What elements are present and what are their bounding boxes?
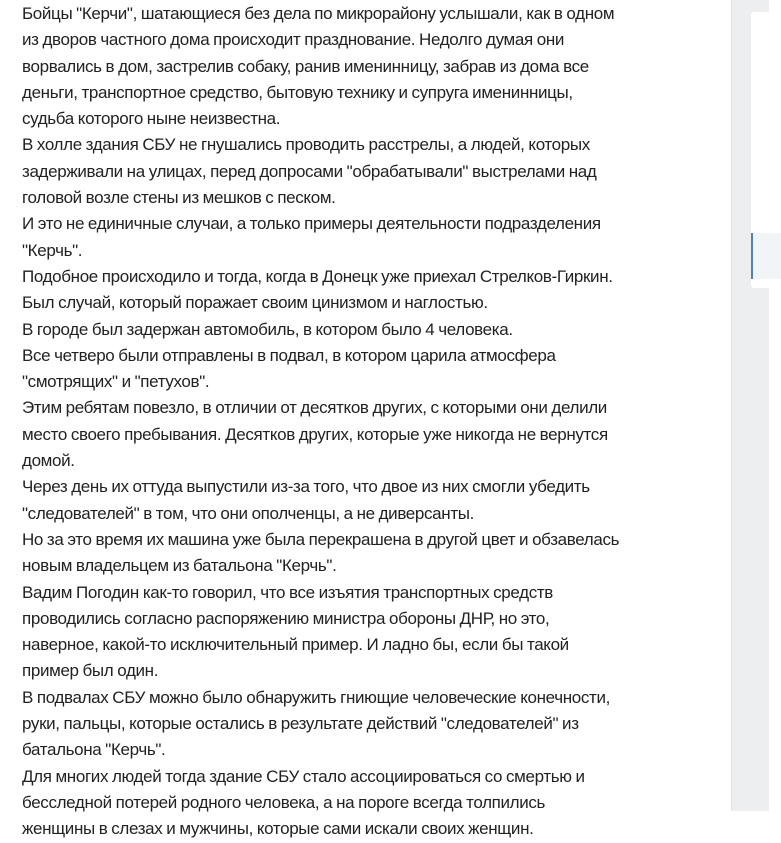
article-line: судьба которого ныне неизвестна. bbox=[22, 109, 281, 129]
article-line: Через день их оттуда выпустили из-за того, что двое из них смогли убедить bbox=[22, 477, 590, 497]
article-line: пример был один. bbox=[22, 661, 159, 681]
sidebar-menu-card bbox=[751, 12, 781, 288]
article-line: батальона "Керчь". bbox=[22, 740, 166, 760]
right-sidebar bbox=[731, 0, 769, 811]
article-line: домой. bbox=[22, 451, 75, 471]
article-line: бесследной потерей родного человека, а на пороге всегда толпились bbox=[22, 792, 546, 812]
article-line: новым владельцем из батальона "Керчь". bbox=[22, 556, 337, 576]
article-line: место своего пребывания. Десятков других, которые уже никогда не вернутся bbox=[22, 424, 608, 444]
article-line: Этим ребятам повезло, в отличии от десятков других, с которыми они делили bbox=[22, 398, 607, 418]
article-line: И это не единичные случаи, а только примеры деятельности подразделения bbox=[22, 214, 601, 234]
article-line: наверное, какой-то исключительный пример. И ладно бы, если бы такой bbox=[22, 635, 569, 655]
article-line: Все четверо были отправлены в подвал, в котором царила атмосфера bbox=[22, 345, 556, 365]
article-line: "смотрящих" и "петухов". bbox=[22, 372, 210, 392]
article-line: задерживали на улицах, перед допросами "обрабатывали" выстрелами над bbox=[22, 161, 597, 181]
article-line: В городе был задержан автомобиль, в котором было 4 человека. bbox=[22, 319, 513, 339]
article-line: Подобное происходило и тогда, когда в Донецк уже приехал Стрелков-Гиркин. bbox=[22, 266, 613, 286]
sidebar-menu-item-selected[interactable] bbox=[751, 233, 781, 279]
article-line: "следователей" в том, что они ополченцы, а не диверсанты. bbox=[22, 503, 474, 523]
article-line: ворвались в дом, застрелив собаку, ранив именинницу, забрав из дома все bbox=[22, 56, 589, 76]
article-line: Был случай, который поражает своим цинизмом и наглостью. bbox=[22, 293, 488, 313]
article-text bbox=[22, 0, 727, 843]
article-line: Для многих людей тогда здание СБУ стало ассоциироваться со смертью и bbox=[22, 766, 585, 786]
article-line: головой возле стены из мешков с песком. bbox=[22, 188, 336, 208]
article-line: деньги, транспортное средство, бытовую технику и супруга именинницы, bbox=[22, 82, 573, 102]
article-line: Бойцы "Керчи", шатающиеся без дела по микрорайону услышали, как в одном bbox=[22, 4, 615, 23]
article-line: В холле здания СБУ не гнушались проводить расстрелы, а людей, которых bbox=[22, 135, 590, 155]
article-line: В подвалах СБУ можно было обнаружить гниющие человеческие конечности, bbox=[22, 687, 610, 707]
article-line: из дворов частного дома происходит празднование. Недолго думая они bbox=[22, 30, 565, 50]
article-line: Вадим Погодин как-то говорил, что все изъятия транспортных средств bbox=[22, 582, 553, 602]
article-line: "Керчь". bbox=[22, 240, 83, 260]
article-line: проводились согласно распоряжению министра обороны ДНР, но это, bbox=[22, 608, 550, 628]
article-line: руки, пальцы, которые остались в результате действий "следователей" из bbox=[22, 714, 579, 734]
selected-indicator bbox=[751, 233, 753, 279]
article-line: Но за это время их машина уже была перекрашена в другой цвет и обзавелась bbox=[22, 529, 620, 549]
article-line: женщины в слезах и мужчины, которые сами искали своих женщин. bbox=[22, 819, 534, 839]
